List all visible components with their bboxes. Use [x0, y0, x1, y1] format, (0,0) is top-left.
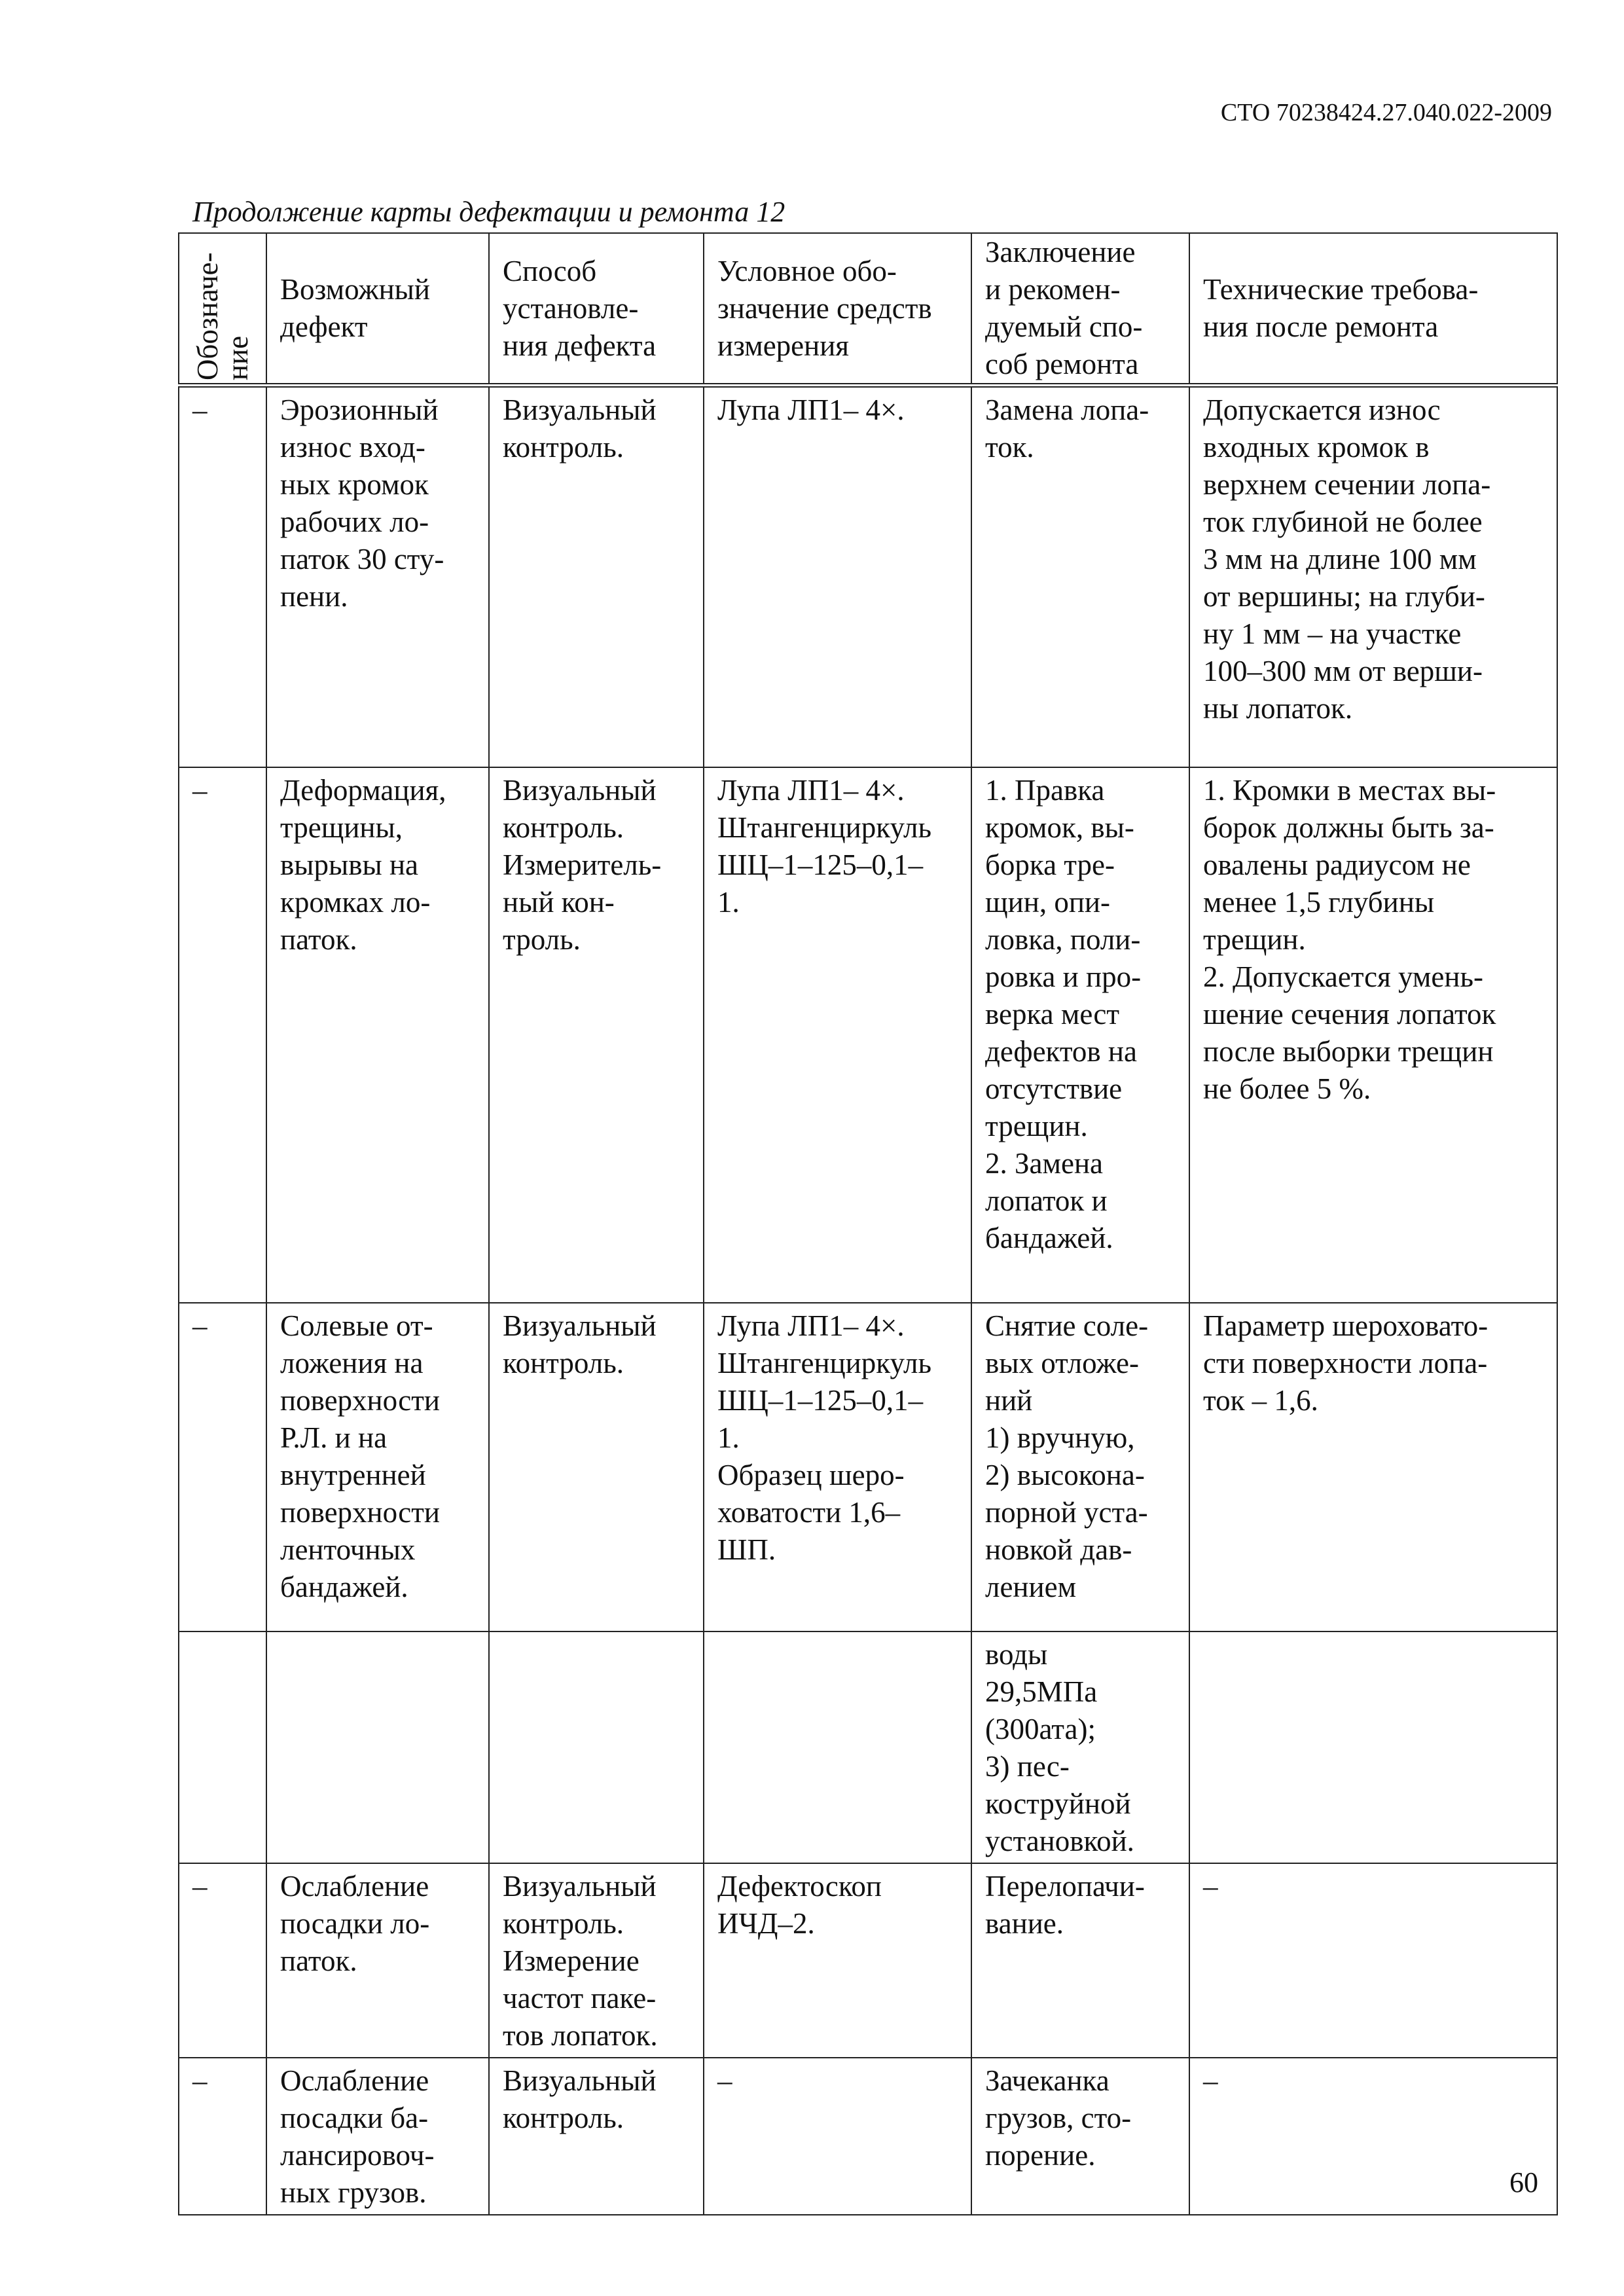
cell-repair: воды 29,5МПа (300ата); 3) пес- коструйной установкой. — [971, 1631, 1189, 1863]
cell-designation: – — [179, 386, 266, 767]
page-number: 60 — [1509, 2166, 1538, 2198]
cell-designation: – — [179, 767, 266, 1303]
cell-tools: Лупа ЛП1– 4×. Штангенциркуль ШЦ–1–125–0,1– 1. — [704, 767, 971, 1303]
cell-tools — [704, 1631, 971, 1863]
cell-repair: Перелопачи- вание. — [971, 1863, 1189, 2058]
cell-defect: Эрозионный износ вход- ных кромок рабочих ло- паток 30 сту- пени. — [266, 386, 489, 767]
cell-requirements: Допускается износ входных кромок в верхнем сечении лопа- ток глубиной не более 3 мм на длине 100 мм от вершины; на глуби- ну 1 мм – на участке 100–300 мм от верши- ны лопаток. — [1189, 386, 1557, 767]
table-caption: Продолжение карты дефектации и ремонта 12 — [192, 196, 785, 228]
header-conclusion-repair: Заключение и рекомен- дуемый спо- соб ремонта — [971, 233, 1189, 386]
cell-designation: – — [179, 1863, 266, 2058]
cell-tools: Лупа ЛП1– 4×. — [704, 386, 971, 767]
cell-repair: 1. Правка кромок, вы- борка тре- щин, опи- ловка, поли- ровка и про- верка мест дефектов на отсутствие трещин. 2. Замена лопаток и бандажей. — [971, 767, 1189, 1303]
cell-repair: Снятие соле- вых отложе- ний 1) вручную, 2) высокона- порной уста- новкой дав- лением — [971, 1303, 1189, 1631]
header-possible-defect: Возможный дефект — [266, 233, 489, 386]
cell-repair: Замена лопа- ток. — [971, 386, 1189, 767]
cell-requirements — [1189, 1631, 1557, 1863]
cell-method: Визуальный контроль. — [489, 386, 704, 767]
cell-method — [489, 1631, 704, 1863]
header-designation — [179, 233, 266, 386]
cell-designation: – — [179, 1303, 266, 1631]
cell-designation: – — [179, 2058, 266, 2215]
cell-repair: Зачеканка грузов, сто- порение. — [971, 2058, 1189, 2215]
table-row — [179, 386, 1557, 767]
cell-defect: Ослабление посадки ба- лансировоч- ных грузов. — [266, 2058, 489, 2215]
cell-method: Визуальный контроль. Измеритель- ный кон- троль. — [489, 767, 704, 1303]
cell-tools: Дефектоскоп ИЧД–2. — [704, 1863, 971, 2058]
table-row — [179, 1863, 1557, 2058]
table-row — [179, 1631, 1557, 1863]
cell-designation — [179, 1631, 266, 1863]
table-header-row — [179, 233, 1557, 386]
cell-requirements: – — [1189, 1863, 1557, 2058]
defect-repair-table — [178, 232, 1558, 2215]
cell-tools: Лупа ЛП1– 4×. Штангенциркуль ШЦ–1–125–0,1– 1. Образец шеро- ховатости 1,6– ШП. — [704, 1303, 971, 1631]
cell-requirements: Параметр шероховато- сти поверхности лопа- ток – 1,6. — [1189, 1303, 1557, 1631]
cell-method: Визуальный контроль. Измерение частот паке- тов лопаток. — [489, 1863, 704, 2058]
cell-requirements: 1. Кромки в местах вы- борок должны быть за- овалены радиусом не менее 1,5 глубины трещин. 2. Допускается умень- шение сечения лопаток после выборки трещин не более 5 %. — [1189, 767, 1557, 1303]
cell-tools: – — [704, 2058, 971, 2215]
cell-defect: Ослабление посадки ло- паток. — [266, 1863, 489, 2058]
table-row — [179, 767, 1557, 1303]
document-code: СТО 70238424.27.040.022-2009 — [1220, 99, 1552, 126]
cell-defect — [266, 1631, 489, 1863]
header-measuring-tools: Условное обо- значение средств измерения — [704, 233, 971, 386]
cell-requirements: – — [1189, 2058, 1557, 2215]
header-detection-method: Способ установле- ния дефекта — [489, 233, 704, 386]
table-row — [179, 2058, 1557, 2215]
cell-defect: Солевые от- ложения на поверхности Р.Л. и на внутренней поверхности ленточных бандажей. — [266, 1303, 489, 1631]
cell-method: Визуальный контроль. — [489, 2058, 704, 2215]
header-designation-label: Обозначе- ние — [191, 252, 254, 380]
header-tech-requirements: Технические требова- ния после ремонта — [1189, 233, 1557, 386]
cell-method: Визуальный контроль. — [489, 1303, 704, 1631]
table-row — [179, 1303, 1557, 1631]
cell-defect: Деформация, трещины, вырывы на кромках ло- паток. — [266, 767, 489, 1303]
